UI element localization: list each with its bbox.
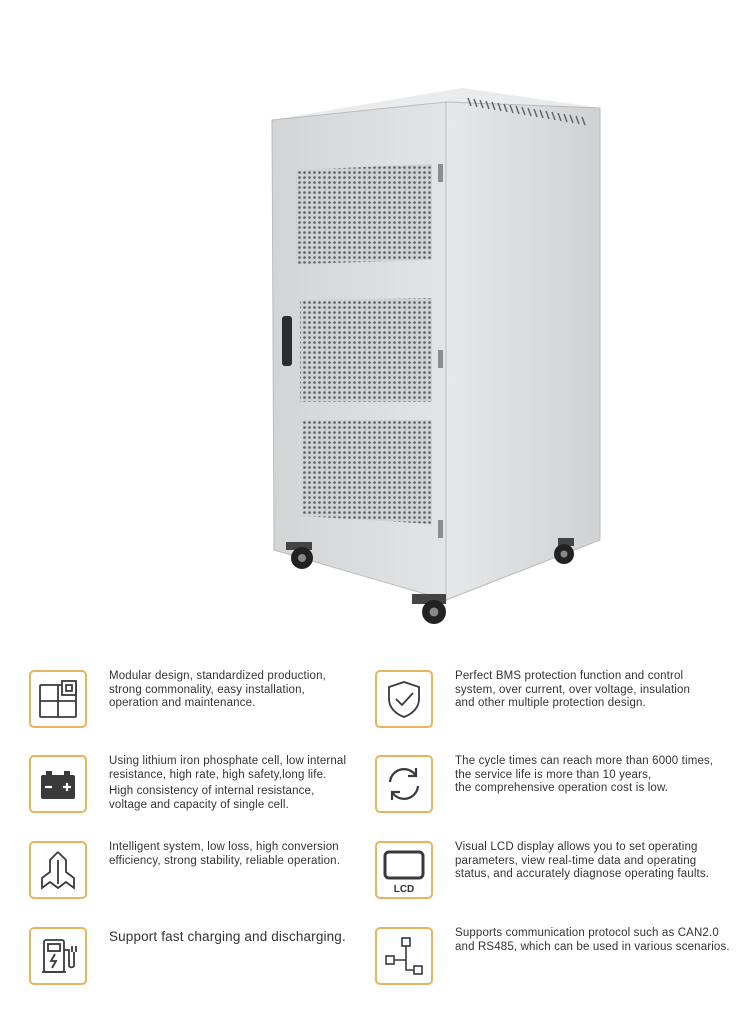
- feature-efficiency: [29, 841, 399, 911]
- efficiency-icon: [29, 841, 87, 899]
- lcd-icon: [375, 841, 433, 899]
- battery-cabinet-image: [262, 80, 622, 640]
- feature-modular: [29, 670, 399, 740]
- cycle-icon: [375, 755, 433, 813]
- feature-text: Visual LCD display allows you to set operating parameters, view real-time data and operating status, and accurately diagnose operating faults.: [455, 841, 710, 881]
- charging-station-icon: [29, 927, 87, 985]
- feature-text: Modular design, standardized production, strong commonality, easy installation, operation and maintenance.: [109, 670, 326, 710]
- modular-icon: [29, 670, 87, 728]
- feature-cycle-life: [375, 755, 745, 825]
- feature-communication: [375, 927, 745, 997]
- feature-text: Perfect BMS protection function and control system, over current, over voltage, insulation and other multiple protection design.: [455, 670, 691, 710]
- feature-text: The cycle times can reach more than 6000 times, the service life is more than 10 years, the comprehensive operation cost is low.: [455, 755, 714, 795]
- feature-text: Support fast charging and discharging.: [109, 929, 346, 944]
- lcd-icon-label: LCD: [393, 884, 415, 894]
- feature-lcd-display: [375, 841, 745, 911]
- shield-check-icon: [375, 670, 433, 728]
- battery-icon: [29, 755, 87, 813]
- network-icon: [375, 927, 433, 985]
- feature-text: Supports communication protocol such as CAN2.0 and RS485, which can be used in various scenarios.: [455, 927, 730, 953]
- feature-text: Intelligent system, low loss, high conversion efficiency, strong stability, reliable operation.: [109, 841, 341, 867]
- feature-fast-charging: [29, 927, 399, 997]
- feature-bms-protection: [375, 670, 745, 740]
- feature-text: Using lithium iron phosphate cell, low internal resistance, high rate, high safety,long life.: [109, 755, 347, 781]
- feature-lifepo4-cell: [29, 755, 399, 825]
- feature-text-secondary: High consistency of internal resistance, voltage and capacity of single cell.: [109, 785, 315, 812]
